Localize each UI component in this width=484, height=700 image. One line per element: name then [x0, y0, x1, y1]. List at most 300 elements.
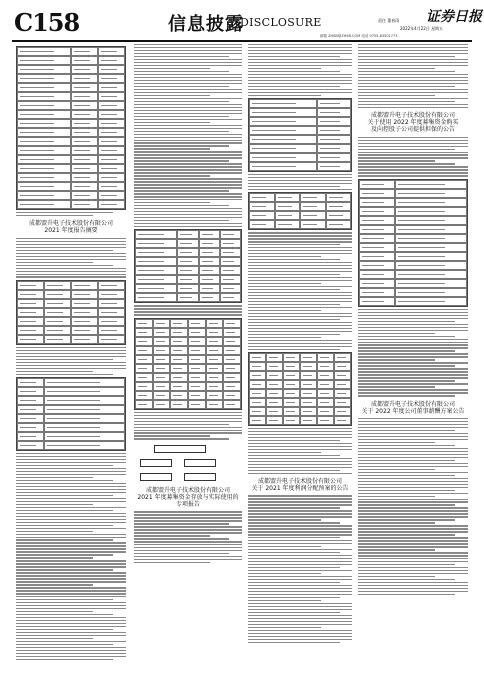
- text-line: [134, 535, 210, 536]
- text-line: [16, 528, 126, 529]
- notice-title: 及向控股子公司提供担保的公告: [370, 126, 455, 134]
- table-cell: [395, 279, 467, 288]
- text-line: [358, 392, 468, 393]
- text-line: [134, 547, 242, 548]
- text-line: [248, 579, 352, 580]
- text-line: [16, 617, 126, 618]
- text-line: [248, 588, 352, 589]
- text-line: [16, 492, 126, 493]
- table-cell: [17, 317, 44, 326]
- text-line: [358, 490, 455, 491]
- table-cell: [199, 293, 220, 302]
- text-line: [16, 620, 126, 621]
- text-line: [358, 166, 468, 167]
- text-line: [16, 611, 93, 612]
- text-line: [134, 74, 242, 75]
- table-cell: [283, 416, 300, 425]
- text-line: [358, 499, 468, 500]
- text-line: [358, 86, 455, 87]
- text-line: [248, 440, 340, 441]
- text-line: [134, 160, 229, 161]
- table-cell: [135, 230, 177, 239]
- text-line: [134, 113, 242, 114]
- table-cell: [317, 380, 334, 389]
- text-line: [358, 582, 468, 583]
- text-line: [248, 603, 352, 604]
- text-line: [16, 534, 126, 535]
- text-line: [248, 310, 321, 311]
- text-line: [134, 157, 242, 158]
- table-cell: [135, 391, 153, 400]
- text-line: [134, 163, 242, 164]
- table-cell: [17, 326, 44, 335]
- text-line: [358, 347, 468, 348]
- text-line: [248, 498, 352, 499]
- info-table: [16, 377, 126, 451]
- table-cell: [300, 362, 317, 371]
- table-cell: [206, 373, 224, 382]
- text-line: [248, 618, 352, 619]
- text-line: [358, 567, 468, 568]
- text-line: [134, 86, 229, 87]
- text-line: [248, 531, 352, 532]
- text-line: [16, 483, 126, 484]
- text-line: [358, 513, 468, 514]
- text-line: [134, 142, 242, 143]
- table-cell: [17, 164, 71, 173]
- text-line: [134, 172, 242, 173]
- text-line: [16, 641, 126, 642]
- text-line: [134, 125, 242, 126]
- text-line: [248, 253, 352, 254]
- text-line: [358, 154, 468, 155]
- table-cell: [98, 83, 125, 92]
- text-line: [134, 101, 229, 102]
- text-line: [248, 606, 352, 607]
- text-line: [358, 594, 455, 595]
- text-line: [16, 644, 113, 645]
- table-cell: [135, 346, 153, 355]
- text-line: [248, 594, 352, 595]
- text-line: [134, 140, 242, 141]
- text-line: [248, 53, 352, 54]
- table-cell: [177, 248, 198, 257]
- table-cell: [395, 243, 467, 252]
- table-cell: [17, 92, 71, 101]
- text-line: [248, 180, 352, 181]
- text-line: [358, 83, 468, 84]
- text-line: [358, 62, 468, 63]
- table-cell: [98, 308, 125, 317]
- text-line: [134, 523, 229, 524]
- text-line: [358, 365, 455, 366]
- text-line: [358, 591, 468, 592]
- text-line: [358, 442, 435, 443]
- usage-table: [134, 318, 242, 410]
- text-line: [358, 368, 468, 369]
- table-cell: [223, 382, 241, 391]
- notice-heading: [248, 478, 352, 492]
- text-line: [358, 528, 468, 529]
- table-cell: [98, 56, 125, 65]
- text-line: [358, 585, 468, 586]
- text-line: [358, 448, 468, 449]
- text-line: [134, 514, 242, 515]
- table-cell: [17, 281, 44, 290]
- text-line: [16, 465, 113, 466]
- text-line: [248, 247, 352, 248]
- text-line: [134, 184, 242, 185]
- table-cell: [359, 216, 395, 225]
- text-line: [134, 438, 229, 439]
- text-line: [248, 449, 352, 450]
- text-line: [358, 460, 455, 461]
- table-cell: [223, 319, 241, 328]
- text-line: [16, 608, 126, 609]
- notice-heading: [358, 401, 468, 415]
- table-cell: [17, 83, 71, 92]
- text-line: [248, 340, 352, 341]
- text-line: [248, 585, 352, 586]
- table-cell: [206, 382, 224, 391]
- table-cell: [44, 387, 125, 396]
- table-cell: [359, 297, 395, 306]
- table-cell: [71, 200, 98, 209]
- table-cell: [44, 308, 71, 317]
- table-cell: [249, 353, 266, 362]
- table-cell: [98, 290, 125, 299]
- table-cell: [223, 337, 241, 346]
- table-cell: [220, 248, 241, 257]
- text-line: [358, 519, 455, 520]
- table-cell: [223, 355, 241, 364]
- table-cell: [98, 326, 125, 335]
- table-cell: [300, 202, 326, 211]
- table-cell: [359, 198, 395, 207]
- header-rule: [12, 40, 472, 42]
- text-line: [16, 513, 126, 514]
- text-line: [248, 558, 352, 559]
- table-cell: [199, 248, 220, 257]
- text-line: [358, 558, 468, 559]
- table-cell: [206, 328, 224, 337]
- text-line: [358, 543, 468, 544]
- text-line: [248, 59, 352, 60]
- table-cell: [17, 290, 44, 299]
- text-line: [16, 474, 126, 475]
- table-cell: [395, 252, 467, 261]
- text-line: [358, 531, 468, 532]
- table-cell: [249, 398, 266, 407]
- text-line: [358, 573, 468, 574]
- text-line: [248, 552, 340, 553]
- table-cell: [395, 225, 467, 234]
- text-line: [358, 65, 468, 66]
- text-line: [16, 584, 93, 585]
- text-line: [248, 62, 352, 63]
- table-cell: [170, 364, 188, 373]
- table-cell: [71, 308, 98, 317]
- newspaper-logo: 证券日报: [426, 9, 482, 25]
- table-cell: [170, 346, 188, 355]
- table-cell: [44, 317, 71, 326]
- text-line: [248, 513, 352, 514]
- table-cell: [326, 211, 352, 220]
- table-cell: [135, 284, 177, 293]
- table-cell: [206, 364, 224, 373]
- table-cell: [71, 326, 98, 335]
- table-cell: [71, 137, 98, 146]
- table-cell: [17, 405, 44, 414]
- table-cell: [17, 299, 44, 308]
- table-cell: [135, 248, 177, 257]
- text-line: [358, 92, 468, 93]
- text-line: [358, 80, 468, 81]
- text-line: [134, 128, 242, 129]
- text-line: [358, 510, 468, 511]
- text-line: [358, 53, 468, 54]
- text-line: [248, 77, 352, 78]
- text-line: [248, 313, 352, 314]
- table-cell: [17, 74, 71, 83]
- text-line: [358, 371, 468, 372]
- text-line: [16, 477, 93, 478]
- text-line: [16, 495, 113, 496]
- table-cell: [177, 266, 198, 275]
- table-cell: [395, 297, 467, 306]
- text-line: [248, 570, 352, 571]
- text-line: [358, 418, 468, 419]
- table-cell: [188, 328, 206, 337]
- notice-company: 成都盟升电子技术股份有限公司: [370, 400, 455, 408]
- text-line: [358, 98, 468, 99]
- text-line: [248, 470, 340, 471]
- table-cell: [98, 137, 125, 146]
- table-cell: [98, 110, 125, 119]
- text-line: [248, 232, 352, 233]
- text-line: [358, 56, 455, 57]
- text-line: [16, 468, 126, 469]
- text-line: [358, 395, 455, 396]
- table-cell: [395, 216, 467, 225]
- diagram-box: [184, 473, 216, 481]
- text-line: [134, 47, 242, 48]
- text-line: [134, 544, 242, 545]
- table-cell: [98, 155, 125, 164]
- text-line: [16, 253, 126, 254]
- table-cell: [266, 389, 283, 398]
- table-cell: [283, 398, 300, 407]
- text-line: [16, 247, 126, 248]
- text-line: [16, 265, 113, 266]
- text-line: [358, 143, 468, 144]
- table-cell: [71, 146, 98, 155]
- table-cell: [71, 47, 98, 56]
- table-cell: [170, 319, 188, 328]
- column-3: [248, 44, 352, 694]
- table-cell: [17, 155, 71, 164]
- text-line: [16, 605, 126, 606]
- text-line: [134, 211, 242, 212]
- table-cell: [206, 337, 224, 346]
- text-line: [16, 365, 126, 366]
- text-line: [358, 71, 455, 72]
- text-line: [248, 621, 352, 622]
- text-line: [248, 322, 352, 323]
- table-cell: [135, 337, 153, 346]
- diagram-box: [140, 459, 172, 467]
- table-cell: [275, 211, 301, 220]
- notice-heading: [134, 487, 242, 509]
- table-cell: [220, 275, 241, 284]
- text-line: [358, 89, 468, 90]
- text-line: [16, 480, 113, 481]
- table-cell: [220, 257, 241, 266]
- text-line: [248, 295, 352, 296]
- text-line: [134, 175, 210, 176]
- text-line: [16, 504, 93, 505]
- text-line: [248, 265, 352, 266]
- text-line: [248, 504, 352, 505]
- text-line: [358, 353, 468, 354]
- text-line: [358, 501, 468, 502]
- text-line: [358, 424, 468, 425]
- table-cell: [283, 362, 300, 371]
- table-cell: [98, 173, 125, 182]
- table-cell: [71, 290, 98, 299]
- table-cell: [17, 101, 71, 110]
- text-line: [248, 543, 352, 544]
- text-line: [134, 71, 229, 72]
- text-line: [358, 436, 468, 437]
- text-line: [16, 519, 126, 520]
- text-line: [248, 50, 352, 51]
- table-cell: [71, 56, 98, 65]
- notice-title: 2021 年度募集资金存放与实际使用的: [137, 493, 239, 501]
- text-line: [248, 573, 321, 574]
- text-line: [358, 383, 468, 384]
- table-cell: [71, 83, 98, 92]
- text-line: [134, 217, 242, 218]
- section-title: 信息披露: [168, 14, 244, 35]
- text-line: [248, 238, 352, 239]
- text-line: [248, 65, 352, 66]
- text-line: [16, 602, 126, 603]
- text-line: [134, 56, 229, 57]
- text-line: [16, 356, 126, 357]
- text-line: [16, 659, 113, 660]
- table-cell: [395, 288, 467, 297]
- text-line: [358, 561, 468, 562]
- text-line: [358, 451, 468, 452]
- text-line: [358, 318, 468, 319]
- text-line: [358, 95, 435, 96]
- table-cell: [334, 416, 351, 425]
- text-line: [248, 68, 321, 69]
- table-cell: [170, 373, 188, 382]
- text-line: [358, 496, 435, 497]
- text-line: [358, 77, 468, 78]
- table-cell: [71, 281, 98, 290]
- text-line: [248, 534, 352, 535]
- notice-title: 关于 2021 年度利润分配预案的公告: [251, 485, 349, 493]
- diagram-box: [140, 473, 172, 481]
- table-cell: [395, 198, 467, 207]
- text-line: [358, 507, 468, 508]
- table-cell: [334, 407, 351, 416]
- table-cell: [188, 346, 206, 355]
- text-line: [134, 104, 242, 105]
- text-line: [134, 65, 242, 66]
- table-cell: [71, 155, 98, 164]
- text-line: [134, 107, 242, 108]
- text-line: [248, 95, 321, 96]
- table-cell: [17, 47, 71, 56]
- table-cell: [153, 373, 171, 382]
- text-line: [248, 428, 352, 429]
- text-line: [16, 244, 126, 245]
- text-line: [134, 166, 242, 167]
- table-cell: [283, 353, 300, 362]
- table-cell: [188, 391, 206, 400]
- text-line: [248, 89, 352, 90]
- text-line: [16, 560, 126, 561]
- table-cell: [249, 193, 275, 202]
- table-cell: [334, 353, 351, 362]
- table-cell: [188, 373, 206, 382]
- text-line: [248, 516, 352, 517]
- table-cell: [71, 110, 98, 119]
- text-line: [134, 314, 242, 315]
- table-cell: [249, 117, 317, 126]
- table-cell: [395, 261, 467, 270]
- notice-company: 成都盟升电子技术股份有限公司: [145, 486, 230, 494]
- text-line: [248, 537, 340, 538]
- text-line: [358, 342, 468, 343]
- table-cell: [266, 398, 283, 407]
- table-cell: [283, 407, 300, 416]
- table-cell: [153, 328, 171, 337]
- table-cell: [249, 416, 266, 425]
- text-line: [16, 215, 93, 216]
- table-cell: [17, 432, 44, 441]
- text-line: [248, 186, 340, 187]
- text-line: [248, 555, 352, 556]
- table-cell: [359, 207, 395, 216]
- table-cell: [17, 56, 71, 65]
- text-line: [358, 163, 455, 164]
- text-line: [16, 578, 126, 579]
- diagram-box: [154, 445, 206, 453]
- table-cell: [317, 398, 334, 407]
- text-line: [134, 435, 210, 436]
- text-line: [248, 564, 352, 565]
- text-line: [134, 541, 242, 542]
- text-line: [134, 550, 242, 551]
- text-line: [16, 456, 126, 457]
- text-line: [16, 459, 126, 460]
- table-cell: [17, 65, 71, 74]
- table-cell: [317, 407, 334, 416]
- text-line: [16, 596, 126, 597]
- text-line: [16, 539, 113, 540]
- text-line: [358, 152, 468, 153]
- text-line: [358, 481, 468, 482]
- text-line: [358, 555, 468, 556]
- table-cell: [17, 378, 44, 387]
- text-line: [16, 614, 113, 615]
- text-line: [358, 333, 435, 334]
